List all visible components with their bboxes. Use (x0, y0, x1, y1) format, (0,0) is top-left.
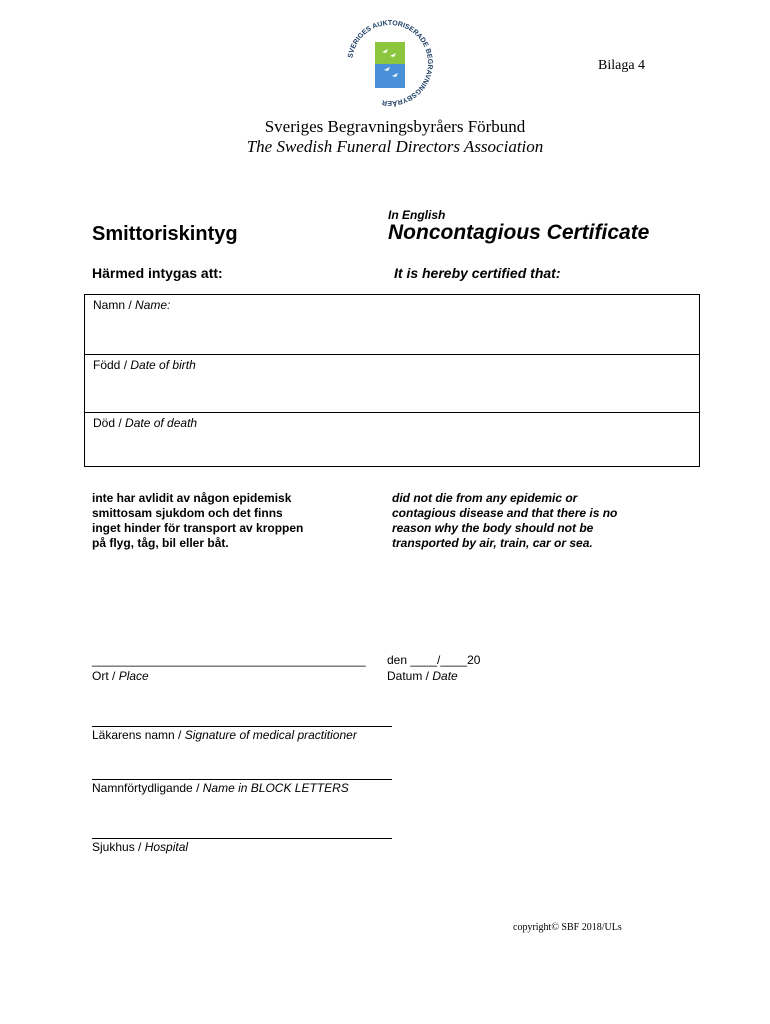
date-of-death-label: Död / Date of death (93, 416, 198, 430)
statement-line: inget hinder för transport av kroppen (92, 521, 304, 535)
hospital-label: Sjukhus / Hospital (92, 840, 189, 854)
statement-line: reason why the body should not be (392, 521, 594, 535)
certified-intro-english: It is hereby certified that: (394, 265, 561, 281)
in-english-label: In English (388, 208, 446, 222)
org-name-swedish: Sveriges Begravningsbyråers Förbund (264, 117, 526, 136)
certificate-title-english: Noncontagious Certificate (388, 221, 650, 244)
signature-label: Läkarens namn / Signature of medical practitioner (92, 728, 357, 742)
statement-line: did not die from any epidemic or (392, 491, 578, 505)
funeral-association-seal-icon (340, 18, 440, 108)
statement-line: transported by air, train, car or sea. (392, 536, 593, 550)
copyright-footer: copyright© SBF 2018/ULs (513, 922, 622, 933)
block-letters-label: Namnförtydligande / Name in BLOCK LETTERS (92, 781, 349, 795)
date-label: Datum / Date (387, 669, 458, 683)
statement-line: contagious disease and that there is no (392, 506, 618, 520)
association-logo (340, 18, 440, 108)
place-label: Ort / Place (92, 669, 149, 683)
certificate-title-swedish: Smittoriskintyg (92, 223, 238, 245)
appendix-label: Bilaga 4 (598, 58, 646, 73)
statement-swedish (92, 491, 362, 551)
statement-line: inte har avlidit av någon epidemisk (92, 491, 292, 505)
date-input-line[interactable]: den ____/____20 (387, 653, 481, 667)
hospital-line[interactable] (92, 838, 392, 839)
name-field[interactable] (85, 295, 699, 355)
org-name-english: The Swedish Funeral Directors Association (246, 137, 544, 156)
block-letters-line[interactable] (92, 779, 392, 780)
signature-line[interactable] (92, 726, 392, 727)
statement-line: på flyg, tåg, bil eller båt. (92, 536, 229, 550)
statement-english (392, 491, 662, 551)
date-of-birth-field[interactable] (85, 355, 699, 413)
svg-text:SVERIGES AUKTORISERADE BEGRAVN: SVERIGES AUKTORISERADE BEGRAVNINGSBYRÅER (347, 19, 434, 107)
personal-details-box (84, 294, 700, 467)
name-field-label: Namn / Name: (93, 298, 171, 312)
date-of-birth-label: Född / Date of birth (93, 358, 196, 372)
place-input-line[interactable]: _________________________________________ (92, 653, 366, 667)
certified-intro-swedish: Härmed intygas att: (92, 265, 223, 281)
statement-line: smittosam sjukdom och det finns (92, 506, 283, 520)
date-of-death-field[interactable] (85, 413, 699, 466)
